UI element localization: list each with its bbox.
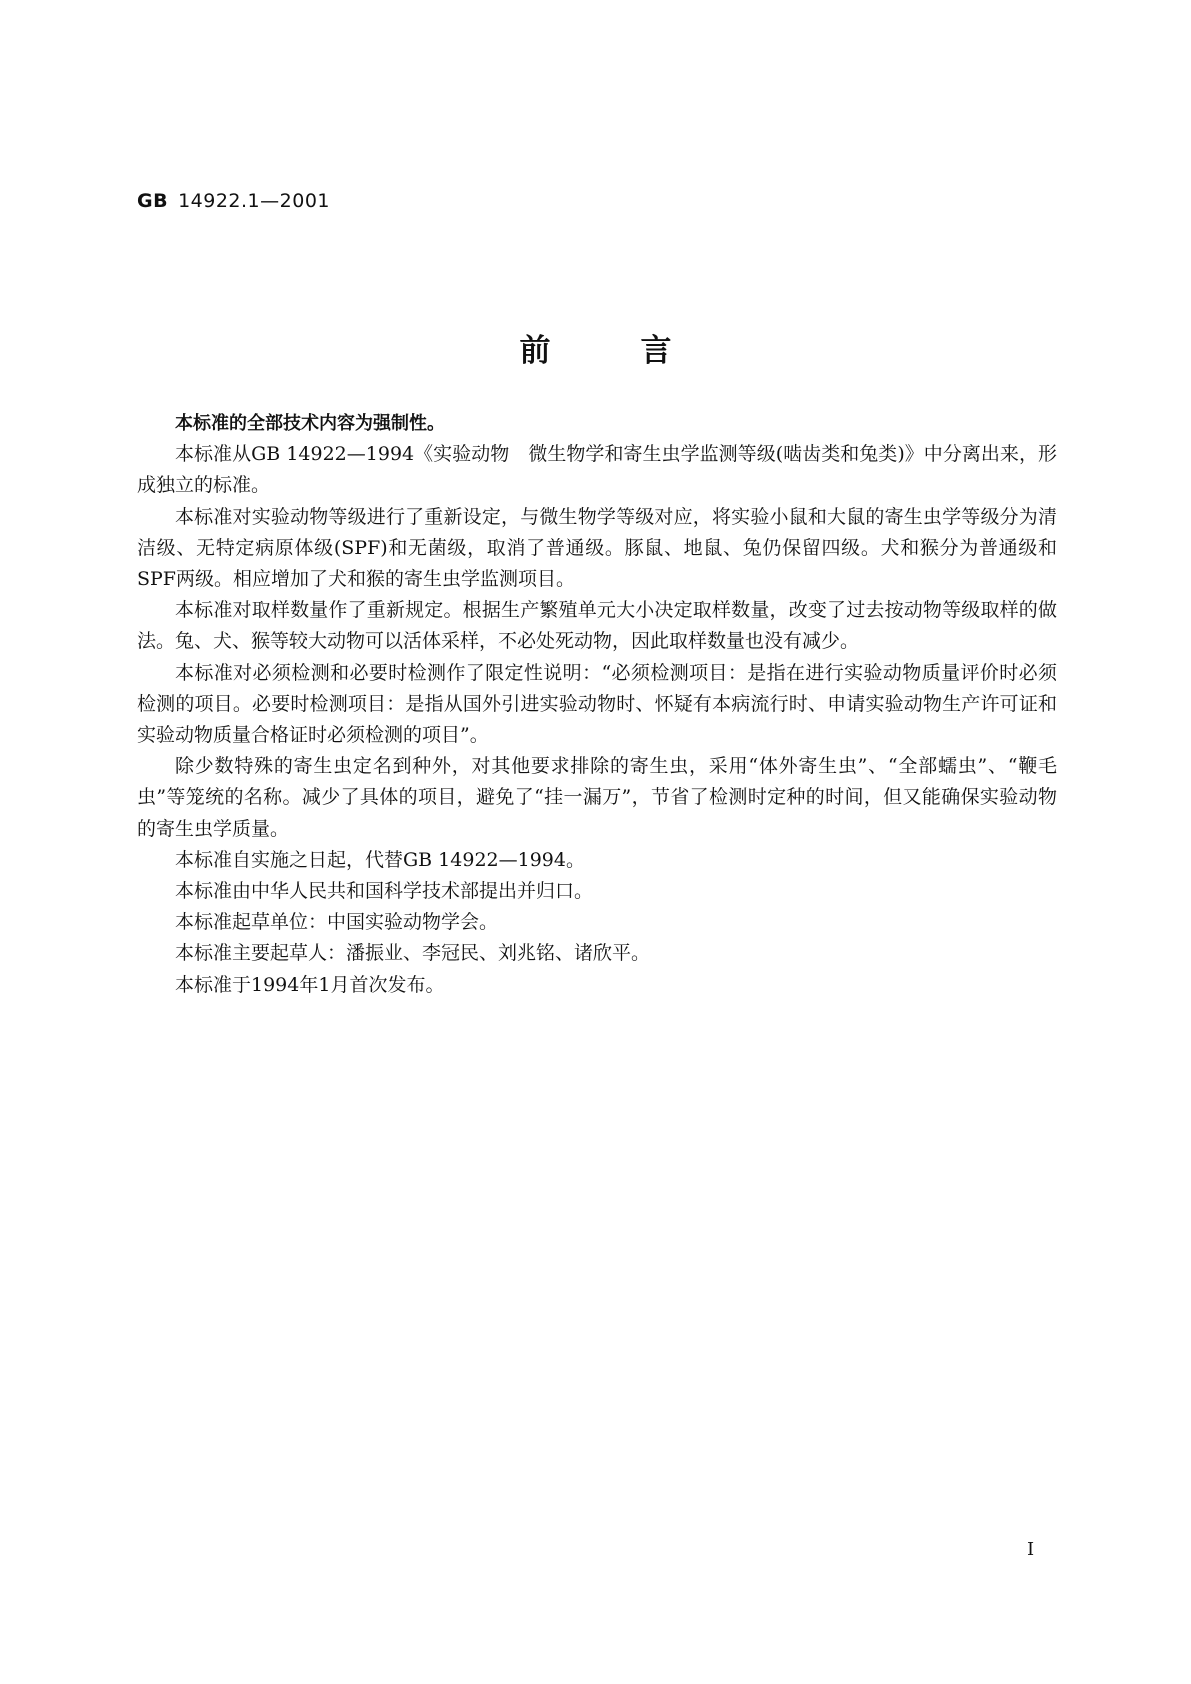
foreword-body xyxy=(137,408,1057,1001)
paragraph-mandatory: 本标准的全部技术内容为强制性。 xyxy=(175,413,445,434)
paragraph-origin: 本标准从GB 14922—1994《实验动物 微生物学和寄生虫学监测等级(啮齿类和兔类)》中分离出来，形成独立的标准。 xyxy=(137,443,1057,497)
paragraph-drafters: 本标准主要起草人：潘振业、李冠民、刘兆铭、诸欣平。 xyxy=(175,942,651,965)
page-number: I xyxy=(1027,1539,1035,1560)
paragraph-drafting-unit: 本标准起草单位：中国实验动物学会。 xyxy=(175,911,499,934)
paragraph-proposed-by: 本标准由中华人民共和国科学技术部提出并归口。 xyxy=(175,880,594,903)
paragraph-parasites: 除少数特殊的寄生虫定名到种外，对其他要求排除的寄生虫，采用“体外寄生虫”、“全部蠕虫”、“鞭毛虫”等笼统的名称。减少了具体的项目，避免了“挂一漏万”，节省了检测时定种的时间，但又能确保实验动物的寄生虫学质量。 xyxy=(137,755,1057,840)
page-title: 前言 xyxy=(519,333,762,369)
paragraph-sampling: 本标准对取样数量作了重新规定。根据生产繁殖单元大小决定取样数量，改变了过去按动物等级取样的做法。兔、犬、猴等较大动物可以活体采样，不必处死动物，因此取样数量也没有减少。 xyxy=(137,599,1057,653)
standard-prefix: GB xyxy=(137,190,169,212)
paragraph-detection: 本标准对必须检测和必要时检测作了限定性说明：“必须检测项目：是指在进行实验动物质量评价时必须检测的项目。必要时检测项目：是指从国外引进实验动物时、怀疑有本病流行时、申请实验动物生产许可证和实验动物质量合格证时必须检测的项目”。 xyxy=(137,661,1057,747)
paragraph-grades: 本标准对实验动物等级进行了重新设定，与微生物学等级对应，将实验小鼠和大鼠的寄生虫学等级分为清洁级、无特定病原体级(SPF)和无菌级，取消了普通级。豚鼠、地鼠、兔仍保留四级。犬和猴分为普通级和SPF两级。相应增加了犬和猴的寄生虫学监测项目。 xyxy=(137,505,1057,591)
standard-code xyxy=(137,190,330,212)
paragraph-replaces: 本标准自实施之日起，代替GB 14922—1994。 xyxy=(175,848,585,871)
standard-number: 14922.1—2001 xyxy=(178,190,331,212)
paragraph-first-issue: 本标准于1994年1月首次发布。 xyxy=(175,973,445,996)
